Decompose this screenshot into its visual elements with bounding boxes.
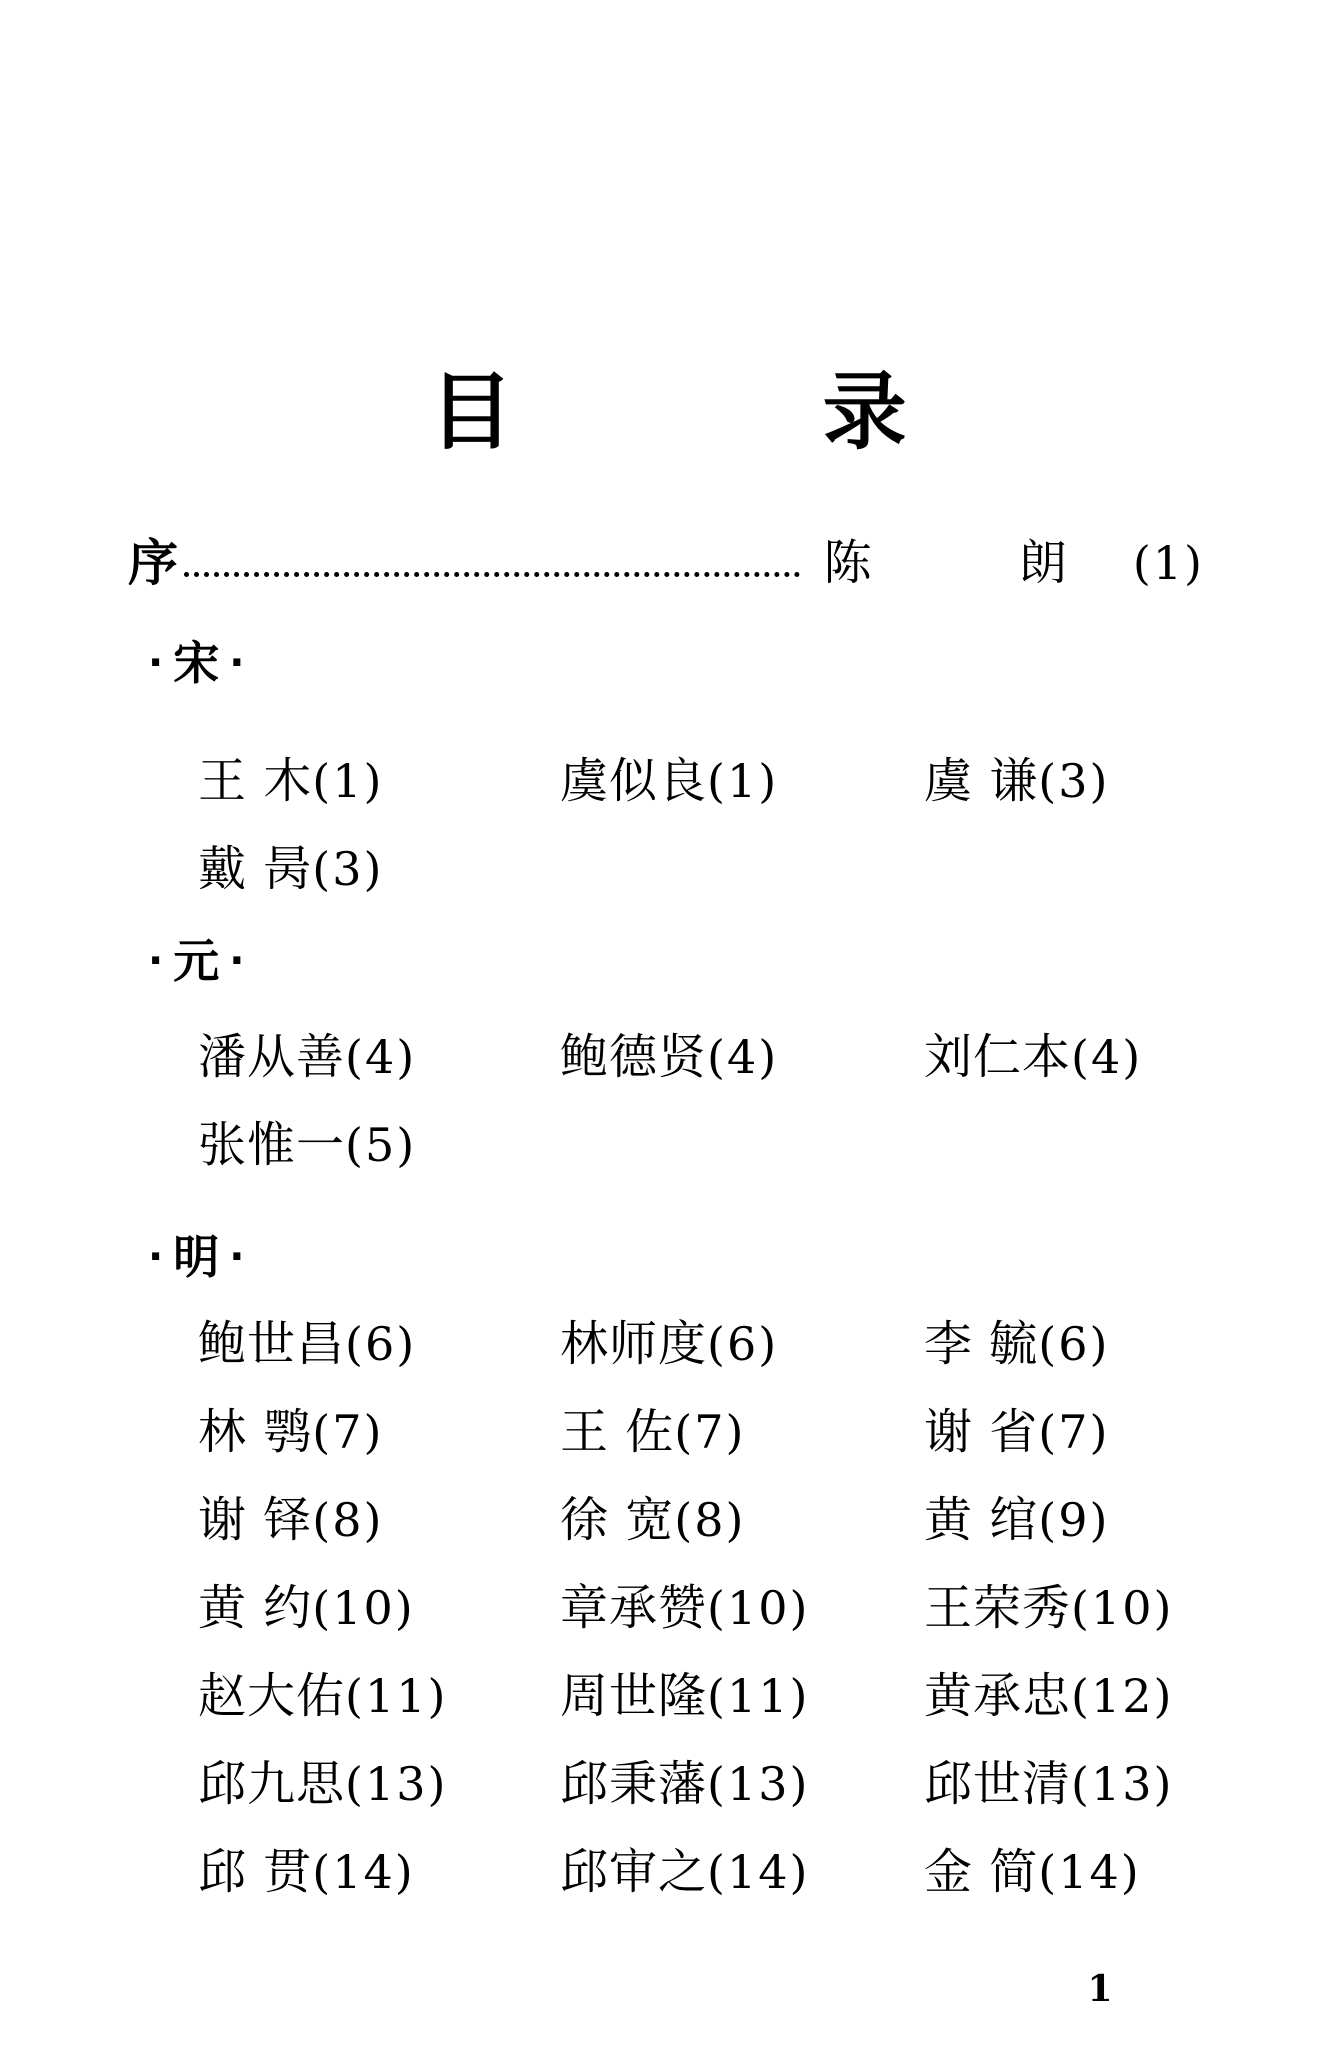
entry-row xyxy=(198,1740,1208,1828)
section-entries-song xyxy=(198,737,1208,913)
entry-name: 戴 昺 xyxy=(198,841,313,897)
entry-page: (1) xyxy=(707,754,779,808)
entry-page: (6) xyxy=(1038,1317,1110,1371)
entry-name: 王荣秀 xyxy=(924,1580,1072,1636)
toc-entry[interactable] xyxy=(560,1388,900,1476)
entry-page: (8) xyxy=(674,1493,746,1547)
entry-name: 黄 绾 xyxy=(924,1492,1039,1548)
entry-row xyxy=(198,1564,1208,1652)
toc-entry[interactable] xyxy=(198,1101,538,1189)
entry-page: (6) xyxy=(345,1317,417,1371)
entry-name: 李 毓 xyxy=(924,1316,1039,1372)
entry-name: 王 木 xyxy=(198,753,313,809)
bullet-dot: · xyxy=(148,1234,164,1280)
toc-entry[interactable] xyxy=(924,1013,1264,1101)
entry-page: (14) xyxy=(312,1845,415,1899)
toc-entry[interactable] xyxy=(560,1300,900,1388)
page-number: 1 xyxy=(1087,1968,1113,2010)
entry-row xyxy=(198,825,1208,913)
section-header-yuan xyxy=(138,926,254,996)
bullet-dot: · xyxy=(229,938,245,984)
toc-entry[interactable] xyxy=(560,1740,900,1828)
entry-page: (8) xyxy=(312,1493,384,1547)
entry-row xyxy=(198,1300,1208,1388)
section-name: 宋 xyxy=(173,636,220,690)
entry-page: (13) xyxy=(1071,1757,1174,1811)
page-title: 目 录 xyxy=(429,363,1047,461)
entry-row xyxy=(198,1013,1208,1101)
entry-name: 鲍世昌 xyxy=(198,1316,346,1372)
preface-author-block xyxy=(824,528,1204,598)
toc-entry[interactable] xyxy=(924,1564,1264,1652)
toc-entry[interactable] xyxy=(198,1388,538,1476)
toc-entry[interactable] xyxy=(198,1300,538,1388)
section-entries-yuan xyxy=(198,1013,1208,1189)
bullet-dot: · xyxy=(148,938,164,984)
entry-name: 谢 铎 xyxy=(198,1492,313,1548)
entry-name: 王 佐 xyxy=(560,1404,675,1460)
toc-entry[interactable] xyxy=(198,1652,538,1740)
entry-page: (1) xyxy=(312,754,384,808)
entry-row xyxy=(198,1388,1208,1476)
section-header-ming xyxy=(138,1222,254,1292)
entry-row xyxy=(198,1101,1208,1189)
entry-page: (14) xyxy=(707,1845,810,1899)
entry-name: 刘仁本 xyxy=(924,1029,1072,1085)
entry-row xyxy=(198,1828,1208,1916)
toc-entry[interactable] xyxy=(198,1013,538,1101)
entry-name: 虞 谦 xyxy=(924,753,1039,809)
toc-entry[interactable] xyxy=(198,825,538,913)
entry-page: (14) xyxy=(1038,1845,1141,1899)
toc-entry[interactable] xyxy=(924,1388,1264,1476)
entry-name: 邱秉藩 xyxy=(560,1756,708,1812)
entry-page: (7) xyxy=(312,1405,384,1459)
entry-page: (3) xyxy=(1038,754,1110,808)
entry-name: 周世隆 xyxy=(560,1668,708,1724)
entry-page: (10) xyxy=(1071,1581,1174,1635)
entry-page: (10) xyxy=(312,1581,415,1635)
entry-row xyxy=(198,737,1208,825)
dot-leader xyxy=(184,572,800,577)
toc-entry[interactable] xyxy=(560,1564,900,1652)
entry-name: 赵大佑 xyxy=(198,1668,346,1724)
entry-page: (11) xyxy=(707,1669,810,1723)
entry-name: 潘从善 xyxy=(198,1029,346,1085)
entry-name: 虞似良 xyxy=(560,753,708,809)
entry-page: (4) xyxy=(707,1030,779,1084)
toc-entry[interactable] xyxy=(924,1828,1264,1916)
toc-entry[interactable] xyxy=(560,737,900,825)
entry-page: (7) xyxy=(674,1405,746,1459)
toc-entry[interactable] xyxy=(560,1013,900,1101)
entry-page: (13) xyxy=(345,1757,448,1811)
section-header-song xyxy=(138,628,254,698)
entry-name: 黄承忠 xyxy=(924,1668,1072,1724)
entry-page: (11) xyxy=(345,1669,448,1723)
entry-page: (3) xyxy=(312,842,384,896)
entry-name: 张惟一 xyxy=(198,1117,346,1173)
entry-name: 邱 贯 xyxy=(198,1844,313,1900)
toc-entry[interactable] xyxy=(198,1828,538,1916)
entry-page: (9) xyxy=(1038,1493,1110,1547)
entry-page: (13) xyxy=(707,1757,810,1811)
toc-entry[interactable] xyxy=(198,1476,538,1564)
bullet-dot: · xyxy=(229,1234,245,1280)
entry-page: (12) xyxy=(1071,1669,1174,1723)
entry-name: 鲍德贤 xyxy=(560,1029,708,1085)
toc-entry[interactable] xyxy=(560,1652,900,1740)
entry-row xyxy=(198,1652,1208,1740)
toc-entry[interactable] xyxy=(560,1828,900,1916)
section-entries-ming xyxy=(198,1300,1208,1916)
entry-name: 林 鹗 xyxy=(198,1404,313,1460)
entry-name: 林师度 xyxy=(560,1316,708,1372)
entry-name: 谢 省 xyxy=(924,1404,1039,1460)
toc-entry[interactable] xyxy=(560,1476,900,1564)
entry-name: 邱世清 xyxy=(924,1756,1072,1812)
toc-entry[interactable] xyxy=(924,1476,1264,1564)
preface-label: 序 xyxy=(128,534,178,592)
toc-entry[interactable] xyxy=(198,737,538,825)
bullet-dot: · xyxy=(148,640,164,686)
bullet-dot: · xyxy=(229,640,245,686)
entry-page: (10) xyxy=(707,1581,810,1635)
entry-name: 黄 约 xyxy=(198,1580,313,1636)
entry-name: 章承赞 xyxy=(560,1580,708,1636)
entry-name: 金 简 xyxy=(924,1844,1039,1900)
entry-page: (5) xyxy=(345,1118,417,1172)
entry-page: (7) xyxy=(1038,1405,1110,1459)
toc-entry[interactable] xyxy=(924,1300,1264,1388)
preface-author: 陈 朗 xyxy=(823,535,1133,591)
preface-entry[interactable] xyxy=(128,528,1204,598)
entry-page: (6) xyxy=(707,1317,779,1371)
entry-name: 邱九思 xyxy=(198,1756,346,1812)
entry-name: 邱审之 xyxy=(560,1844,708,1900)
toc-entry[interactable] xyxy=(924,737,1264,825)
section-name: 元 xyxy=(173,934,220,988)
preface-page: (1) xyxy=(1132,536,1204,590)
toc-entry[interactable] xyxy=(198,1740,538,1828)
toc-entry[interactable] xyxy=(924,1652,1264,1740)
entry-name: 徐 宽 xyxy=(560,1492,675,1548)
toc-entry[interactable] xyxy=(924,1740,1264,1828)
section-name: 明 xyxy=(173,1230,220,1284)
entry-page: (4) xyxy=(1071,1030,1143,1084)
toc-entry[interactable] xyxy=(198,1564,538,1652)
entry-page: (4) xyxy=(345,1030,417,1084)
entry-row xyxy=(198,1476,1208,1564)
